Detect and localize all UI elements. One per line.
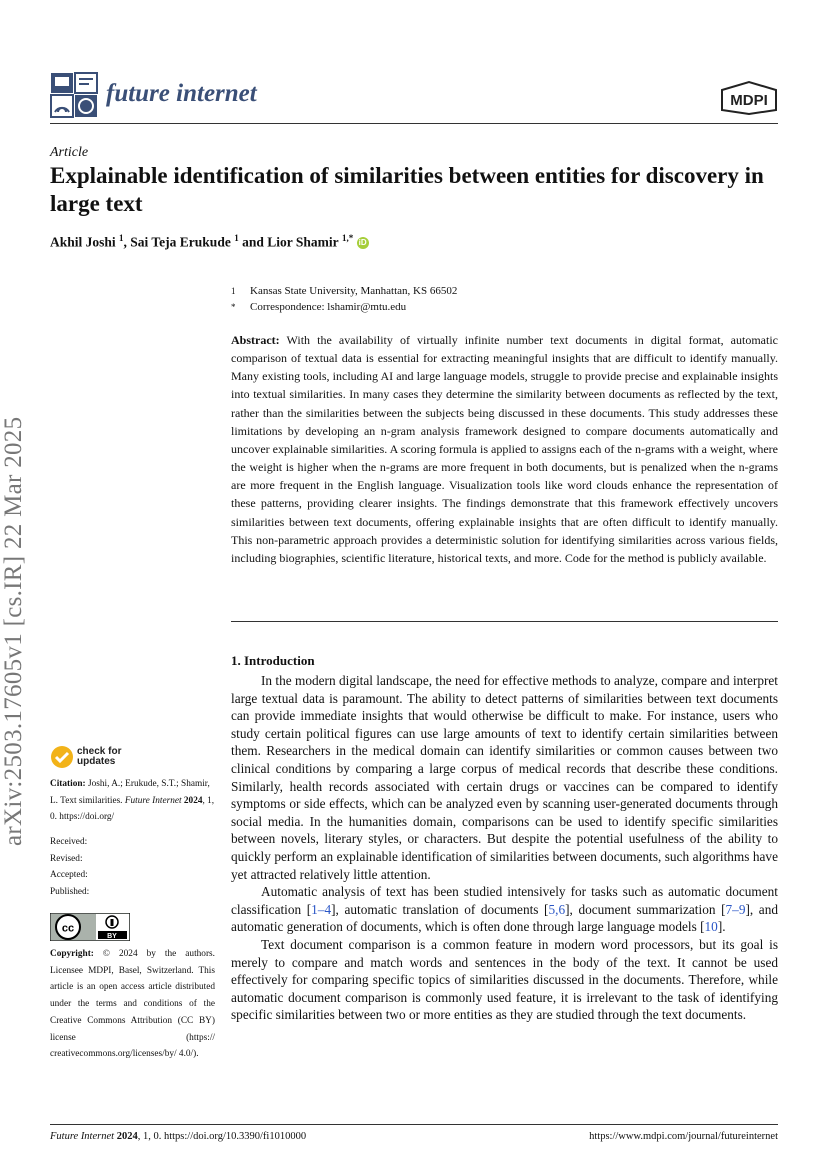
author-name: Sai Teja Erukude [130,234,231,250]
citation-link[interactable]: 1–4 [311,901,332,917]
cc-by-license-icon[interactable] [50,913,130,941]
abstract-label: Abstract: [231,333,280,347]
accepted-label: Accepted: [50,870,88,881]
journal-title: future internet [106,80,257,107]
author-affil-mark: 1,* [342,233,354,243]
copyright-block: Copyright: © 2024 by the authors. Licensee MDPI, Basel, Switzerland. This article is an open access article distributed under the terms and conditions of the Creative Commons Attribution (CC BY) license (https:// creativecommons.org/licenses/by/ 4.0/). [50,949,215,1060]
check-updates-icon[interactable] [50,745,74,769]
correspondence-line: * Correspondence: lshamir@mtu.edu [231,301,407,313]
journal-logo-icon [50,72,98,118]
paragraph: Text document comparison is a common feature in modern word processors, but its goal is merely to compare and match words and sentences in the body of the text. It cannot be used effectively for comparing specific topics of similarities discussed in the documents. Therefore, while automatic document comparison is commonly used feature, it is irrelevant to the task of identifying specific similarities between two or more entities as they are studied through the text documents. [231,936,778,1023]
author-name: Akhil Joshi [50,234,116,250]
revised-label: Revised: [50,853,83,864]
arxiv-stamp: arXiv:2503.17605v1 [cs.IR] 22 Mar 2025 [0,416,27,846]
footer-journal-url[interactable]: https://www.mdpi.com/journal/futureinternet [589,1131,778,1142]
affiliation-line: 1 Kansas State University, Manhattan, KS 66502 [231,285,458,297]
citation-link[interactable]: 5,6 [548,901,566,917]
dates-block [50,834,215,901]
citation-link[interactable]: 10 [704,919,718,935]
publisher-logo-text: MDPI [730,92,768,109]
abstract-divider [231,621,778,622]
svg-text:cc: cc [61,922,75,935]
citation-link[interactable]: 7–9 [725,901,746,917]
received-label: Received: [50,837,88,847]
published-label: Published: [50,887,90,898]
svg-text:BY: BY [107,933,117,940]
paragraph: Automatic analysis of text has been studied intensively for tasks such as automatic document classification [1–4], automatic translation of documents [5,6], document summarization [7–9], and automatic generation of documents, which is often done through large language models [10]. [231,884,779,935]
check-updates-label[interactable]: check for updates [77,746,122,767]
section-heading: 1. Introduction [231,653,315,668]
citation-block: Citation: Joshi, A.; Erukude, S.T.; Shamir, L. Text similarities. Future Internet 2024, 1, 0. https://doi.org/ [50,779,215,823]
author-affil-mark: 1 [119,233,124,243]
abstract-text: With the availability of virtually infinite number text documents in digital format, automatic comparison of textual data is essential for extracting meaningful insights that are difficult to identify manually. Many existing tools, including AI and large language models, struggle to provide precise and explainable insights into textual similarities. In many cases they determine the similarity between documents as reflected by the text, rather than the similarities between the subjects being discussed in these documents. This study addresses these limitations by developing an n-gram analysis framework designed to compare documents automatically and uncover explainable similarities. A scoring formula is applied to assigns each of the n-grams with a weight, where the weight is higher when the n-grams are more frequent in both documents, but is penalized when the n-grams are more frequent in the English language. Visualization tools like word clouds enhance the representation of these patterns, providing clearer insights. The findings demonstrate that this framework effectively uncovers similarities between text documents, offering explainable insights that are often difficult to identify manually. This non-parametric approach provides a deterministic solution for identifying similarities across various fields, including biographies, scientific literature, historical texts, and more. Code for the method is publicly available. [231,333,778,565]
body-text [231,672,778,1024]
footer-citation: Future Internet 2024, 1, 0. https://doi.org/10.3390/fi1010000 [50,1131,307,1142]
mdpi-logo-icon [718,80,780,116]
affiliations [231,283,457,315]
author-affil-mark: 1 [234,233,239,243]
abstract [231,331,778,567]
paper-title: Explainable identification of similarities between entities for discovery in large text [50,163,764,216]
paragraph: In the modern digital landscape, the need for effective methods to analyze, compare and interpret large textual data is paramount. The ability to detect patterns of similarities between text documents can provide immediate insights that would otherwise be difficult to make. For instance, users who study certain political figures can use large amounts of text to identify certain similarities between them. Researchers in the medical domain can identify similarities or common causes between two clinical conditions by comparing a large corpus of medical records that describe these conditions. Similarly, health records associated with certain drugs or vaccines can be compared to identify symptoms or side effects, which can be analyzed even by scanning user-generated documents through social media. In the humanities domain, comparisons can be used to identify specific similarities between novels, literary styles, or characters. But despite the potential usefulness of the ability to quickly perform an explainable identification of similarities between documents, such algorithms have yet attracted relatively little attention. [231,673,778,882]
author-list: Akhil Joshi $^1$, Sai Teja Erukude $^1$ and Lior Shamir $^{1,*}$ iD [50,233,367,250]
header-divider [50,123,778,124]
footer-divider [50,1124,778,1125]
orcid-icon[interactable]: iD [358,237,367,247]
author-name: Lior Shamir [267,234,339,250]
article-type: Article [50,145,89,160]
